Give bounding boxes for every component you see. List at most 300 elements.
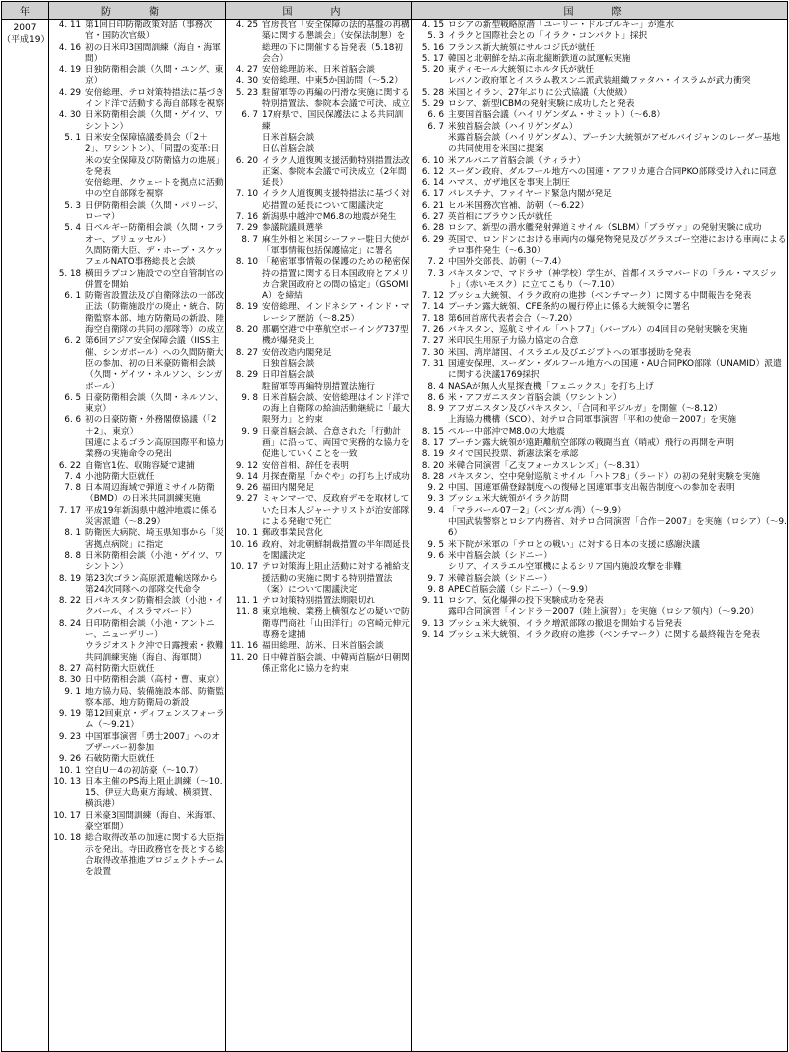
event-text: 中国外交部長、訪朝（～7.4） <box>448 257 567 268</box>
header-domestic: 国 内 <box>226 2 412 20</box>
event-row <box>226 528 411 539</box>
event-text: 露印合同演習「インドラ－2007（陸上演習）」を実施（ロシア領内）（～9.20） <box>448 607 759 618</box>
event-row <box>412 393 787 404</box>
event-date: 7. 29 <box>235 223 258 234</box>
event-date: 6. 20 <box>235 155 258 166</box>
event-row <box>226 483 411 494</box>
event-date: 11. 8 <box>235 607 258 618</box>
event-text: 日豪防衛相会談（久間・ネルソン、東京） <box>85 392 224 415</box>
event-text: 安倍改造内閣発足 <box>262 347 332 358</box>
event-row <box>226 76 411 87</box>
event-date: 5. 3 <box>427 31 444 42</box>
event-date: 9. 3 <box>427 494 444 505</box>
event-date: 9. 11 <box>421 596 444 607</box>
event-date: 10. 13 <box>53 776 81 787</box>
event-row <box>226 348 411 359</box>
event-row <box>226 325 411 348</box>
event-text: 日豪首脳会談、合意された「行動計画」に沿って、両国で実務的な協力を促進していくことを一致 <box>262 426 410 460</box>
event-date: 8. 19 <box>421 449 444 460</box>
event-text: 月探査衛星「かぐや」の打ち上げ成功 <box>262 471 410 482</box>
event-row <box>49 133 225 178</box>
event-date: 6. 28 <box>421 223 444 234</box>
event-row <box>226 427 411 461</box>
event-date: 5. 3 <box>64 200 81 211</box>
event-date: 5. 18 <box>58 268 81 279</box>
event-text: 空自U－4の初訪豪（～10.7） <box>85 765 204 776</box>
event-text: 米下院が米軍の「テロとの戦い」に対する日本の支援に感謝決議 <box>448 539 700 550</box>
event-text: 日独首脳会談 <box>262 358 315 369</box>
event-date: 8. 29 <box>235 370 258 381</box>
event-date: 9. 27 <box>235 494 258 505</box>
event-date: 4. 16 <box>58 42 81 53</box>
event-row <box>412 88 787 99</box>
event-date: 10. 17 <box>53 810 81 821</box>
event-row <box>49 415 225 438</box>
event-text: イラク人道復興支援活動特別措置法改正案、参院本会議で可決成立（2年間延長） <box>262 155 410 189</box>
event-text: 防衛医大病院、埼玉県知事から「災害拠点病院」に指定 <box>85 528 224 550</box>
event-date: 7. 4 <box>64 471 81 482</box>
event-text: 日米豪3国間訓練（海自、米海軍、豪空軍間） <box>85 810 221 833</box>
event-text: 日印防衛相会談（小池・アントニー、ニューデリー） <box>85 618 215 641</box>
event-text: 日パキスタン防衛相会談（小池・イクバール、イスラマバード） <box>85 596 224 618</box>
event-row <box>412 302 787 313</box>
event-row <box>226 212 411 223</box>
event-text: 中国、国連軍備登録制度への復帰と国連軍事支出報告制度への参加を表明 <box>448 483 735 494</box>
event-row <box>226 110 411 133</box>
event-date: 7. 14 <box>421 302 444 313</box>
event-row <box>49 766 225 777</box>
event-row <box>226 596 411 607</box>
event-row <box>412 449 787 460</box>
event-date: 6. 22 <box>58 460 81 471</box>
event-row <box>412 438 787 449</box>
event-row <box>412 596 787 607</box>
event-row <box>412 404 787 415</box>
event-row <box>412 223 787 234</box>
event-row <box>412 31 787 42</box>
event-text: 新潟県中越沖でM6.8の地震が発生 <box>262 212 397 223</box>
event-row <box>226 144 411 155</box>
event-text: 安倍総理訪米、日米首脳会談 <box>262 65 375 76</box>
event-row <box>412 122 787 133</box>
event-date: 10. 16 <box>230 539 258 550</box>
year-era: （平成19） <box>2 35 50 45</box>
event-date: 8. 8 <box>64 550 81 561</box>
event-text: 日伊防衛相会談（久間・パリージ、ローマ） <box>85 200 224 223</box>
event-date: 9. 8 <box>427 584 444 595</box>
event-row <box>49 178 225 201</box>
event-row <box>412 562 787 573</box>
event-text: 福田内閣発足 <box>262 483 315 494</box>
event-text: テロ対策海上阻止活動に対する補給支援活動の実施に関する特別措置法（案）について閣議決定 <box>262 562 410 595</box>
event-row <box>412 506 787 517</box>
event-text: 米アルバニア首脳会談（ティラナ） <box>448 155 586 166</box>
event-date <box>412 517 448 540</box>
event-date: 7. 30 <box>421 347 444 358</box>
event-text: 米露首脳会談（ハイリゲンダム）、プーチン大統領がアゼルバイジャンのレーダー基地の共同使用を米国に提案 <box>448 132 781 155</box>
event-date: 8. 27 <box>235 347 258 358</box>
event-date: 11. 20 <box>230 652 258 663</box>
event-row <box>412 99 787 110</box>
event-text: 石破防衛大臣就任 <box>85 754 155 765</box>
event-row <box>226 189 411 212</box>
header-year: 年 <box>2 2 49 20</box>
event-date: 7. 18 <box>421 313 444 324</box>
event-row <box>412 348 787 359</box>
event-text: フランス新大統領にサルコジ氏が就任 <box>448 42 595 53</box>
event-row <box>49 20 225 43</box>
event-date: 9. 26 <box>235 483 258 494</box>
event-date <box>226 133 262 144</box>
event-text: 官房長官「安全保障の法的基盤の再構築に関する懇談会」（安保法制懇）を総理の下に開催する旨発表（5.18初会合） <box>262 20 410 64</box>
event-date: 6. 6 <box>427 110 444 121</box>
event-text: 国連安保理、スーダン・ダルフール地方への国連・AU合同PKO部隊（UNAMID）派遣に関する決議1769採択 <box>448 358 782 381</box>
event-row <box>412 54 787 65</box>
event-date: 4. 29 <box>58 87 81 98</box>
event-date: 8. 19 <box>235 302 258 313</box>
event-text: 第6回アジア安全保障会議（IISS主催、シンガポール）への久間防衛大臣の参加、初の日米豪防衛相会談（久間・ゲイツ・ネルソン、シンガポール） <box>85 336 224 392</box>
event-text: 韓国と北朝鮮を結ぶ南北縦断鉄道の試運転実施 <box>448 53 631 64</box>
event-date: 9. 19 <box>58 709 81 720</box>
event-row <box>226 370 411 381</box>
event-row <box>49 596 225 619</box>
event-date: 7. 8 <box>64 483 81 494</box>
event-date: 10. 17 <box>230 562 258 573</box>
event-row <box>49 709 225 732</box>
event-date: 6. 10 <box>421 155 444 166</box>
event-date: 11. 16 <box>230 641 258 652</box>
event-text: 日本周辺海域で弾道ミサイル防衛（BMD）の日米共同訓練実施 <box>85 483 215 505</box>
event-date: 7. 16 <box>235 212 258 223</box>
event-row <box>49 641 225 664</box>
event-row <box>49 110 225 133</box>
event-text: 政府、対北朝鮮制裁措置の半年間延長を閣議決定 <box>262 539 410 561</box>
event-text: 那覇空港で中華航空ボーイング737型機が爆発炎上 <box>262 325 409 347</box>
event-text: 中国軍事演習「勇士2007」へのオブザーバー初参加 <box>85 731 221 753</box>
event-row <box>412 167 787 178</box>
event-text: 米独首脳会談（ハイリゲンダム） <box>448 121 578 132</box>
event-date: 9. 2 <box>427 483 444 494</box>
event-row <box>226 607 411 641</box>
event-text: 駐留軍等再編特別措置法施行 <box>262 381 375 392</box>
event-text: ロシア、新型ICBMの発射実験に成功したと発表 <box>448 99 635 110</box>
event-text: 第6回首席代表者会合（～7.20） <box>448 313 578 324</box>
event-date: 9. 8 <box>241 392 258 403</box>
event-text: 安倍首相、辞任を表明 <box>262 460 349 471</box>
event-text: 福田総理、訪米、日米首脳会談 <box>262 641 384 652</box>
event-text: パレスチナ、ファイヤード緊急内閣が発足 <box>448 189 612 200</box>
event-text: ウラジオストク沖で日露捜索・救難共同訓練実施（海自、海軍間） <box>85 641 224 663</box>
event-date <box>49 178 85 201</box>
event-text: ヒル米国務次官補、訪朝（～6.22） <box>448 200 589 211</box>
event-date: 6. 2 <box>64 336 81 347</box>
event-row <box>412 156 787 167</box>
event-row <box>49 43 225 66</box>
event-row <box>412 517 787 540</box>
event-date: 9. 6 <box>427 550 444 561</box>
event-row <box>412 43 787 54</box>
event-row <box>412 189 787 200</box>
event-date: 7. 2 <box>427 257 444 268</box>
event-date: 8. 9 <box>427 404 444 415</box>
event-row <box>49 732 225 755</box>
event-text: ブッシュ米大統領、イラク増派部隊の撤退を開始する旨発表 <box>448 618 682 629</box>
event-text: 防衛省設置法及び自衛隊法の一部改正法（防衛施設庁の廃止・統合、防衛監察本部、地方防衛局の新設、陸海空自衛隊の共同の部隊等）の成立 <box>85 291 224 336</box>
event-row <box>412 76 787 87</box>
event-date: 6. 14 <box>421 178 444 189</box>
event-row <box>49 472 225 483</box>
event-text: 米国、湾岸諸国、イスラエル及びエジプトへの軍事援助を発表 <box>448 347 692 358</box>
event-row <box>412 472 787 483</box>
event-date: 8. 20 <box>421 460 444 471</box>
event-text: 初の日米印3国間訓練（海自・海軍間） <box>85 42 221 64</box>
event-text: 東京地検、業務上横領などの疑いで防衛専門商社「山田洋行」の宮崎元伸元専務を逮捕 <box>262 607 410 641</box>
event-date: 8. 4 <box>427 381 444 392</box>
event-text: 駐留軍等の再編の円滑な実施に関する特別措置法、参院本会議で可決、成立 <box>262 87 410 110</box>
event-text: NASAが無人火星探査機「フェニックス」を打ち上げ <box>448 381 654 392</box>
event-date <box>412 415 448 426</box>
event-date: 7. 31 <box>421 358 444 369</box>
event-row <box>412 427 787 438</box>
event-row <box>49 269 225 292</box>
event-text: 上海協力機構（SCO）、対テロ合同軍事演習「平和の使命－2007」を実施 <box>448 415 737 426</box>
event-date: 7. 17 <box>58 505 81 516</box>
event-text: 米韓首脳会談（シドニー） <box>448 573 552 584</box>
event-text: 日中防衛相会談（高村・曹、東京） <box>85 675 224 686</box>
event-row <box>226 20 411 65</box>
event-row <box>49 336 225 392</box>
event-row <box>226 359 411 370</box>
event-date: 6. 17 <box>421 189 444 200</box>
event-text: 参議院議員選挙 <box>262 223 323 234</box>
event-date: 8. 22 <box>58 596 81 607</box>
event-date: 8. 10 <box>235 257 258 268</box>
event-row <box>412 314 787 325</box>
event-row <box>412 619 787 630</box>
event-text: イラクと国際社会との「イラク・コンパクト」採択 <box>448 31 648 42</box>
event-row <box>49 551 225 574</box>
event-date: 5. 28 <box>421 87 444 98</box>
event-date <box>226 359 262 370</box>
event-text: イラク人道復興支援特措法に基づく対応措置の延長について閣議決定 <box>262 189 410 211</box>
year-row <box>2 20 788 1052</box>
event-date: 4. 15 <box>421 20 444 30</box>
event-date <box>412 76 448 87</box>
event-text: ミャンマーで、反政府デモを取材していた日本人ジャーナリストが治安部隊による発砲で死亡 <box>262 494 410 528</box>
event-date: 6. 7 <box>427 121 444 132</box>
event-text: 米印民生用原子力協力協定の合意 <box>448 336 579 347</box>
event-date <box>412 133 448 156</box>
event-date: 4. 11 <box>58 20 81 30</box>
event-date: 7. 10 <box>235 189 258 200</box>
event-row <box>49 201 225 224</box>
event-date: 7. 12 <box>421 291 444 302</box>
event-date: 8. 20 <box>235 325 258 336</box>
event-date: 5. 16 <box>421 42 444 53</box>
event-date: 6. 12 <box>421 166 444 177</box>
event-text: 初の日豪防衛・外務閣僚協議（「2＋2」、東京） <box>85 415 217 437</box>
event-text: 日米防衛相会談（久間・ゲイツ、ワシントン） <box>85 110 223 132</box>
event-date: 5. 29 <box>421 99 444 110</box>
domestic-column <box>226 20 412 1052</box>
event-row <box>412 201 787 212</box>
event-row <box>226 461 411 472</box>
event-text: 17府県で、国民保護法による共同訓練 <box>262 110 404 132</box>
event-row <box>49 291 225 336</box>
year-cell <box>2 20 49 1052</box>
event-date <box>49 641 85 664</box>
event-date: 6. 1 <box>64 291 81 302</box>
defense-column <box>49 20 226 1052</box>
event-row <box>49 88 225 111</box>
event-row <box>226 653 411 676</box>
event-text: ペルー中部沖でM8.0の大地震 <box>448 426 565 437</box>
event-text: 日米首脳会談、安倍総理はインド洋での海上自衛隊の給油活動継続に「最大限努力」と約束 <box>262 392 410 426</box>
event-row <box>412 291 787 302</box>
year-value: 2007 <box>13 23 37 33</box>
event-date: 8. 7 <box>241 234 258 245</box>
event-text: 第12回東京・ディフェンスフォーラム（～9.21） <box>85 709 225 731</box>
event-row <box>226 65 411 76</box>
header-defense: 防 衛 <box>49 2 226 20</box>
event-row <box>412 178 787 189</box>
event-row <box>226 223 411 234</box>
event-text: 「マラバール07－2」（ベンガル湾）（～9.9） <box>448 505 626 516</box>
event-text: ロシアの新型戦略原潜「ユーリー・ドルゴルキー」が進水 <box>448 20 674 30</box>
event-text: パキスタンで、マドラサ（神学校）学生が、首都イスラマバードの「ラル・マスジット」（赤いモスク）に立てこもり（～7.10） <box>448 268 778 290</box>
event-date: 4. 27 <box>235 65 258 76</box>
event-date <box>226 144 262 155</box>
event-row <box>412 65 787 76</box>
event-row <box>412 20 787 31</box>
event-text: 日独防衛相会談（久間・ユング、東京） <box>85 65 224 87</box>
event-row <box>412 483 787 494</box>
event-date: 9. 14 <box>421 630 444 641</box>
event-row <box>412 212 787 223</box>
event-date: 8. 17 <box>421 437 444 448</box>
event-row <box>226 540 411 563</box>
event-row <box>226 156 411 190</box>
event-date: 6. 6 <box>64 415 81 426</box>
event-row <box>412 325 787 336</box>
event-date: 8. 30 <box>58 675 81 686</box>
event-row <box>412 630 787 641</box>
event-row <box>49 675 225 686</box>
event-row <box>412 585 787 596</box>
event-row <box>49 528 225 551</box>
event-date: 8. 6 <box>427 392 444 403</box>
event-row <box>226 382 411 393</box>
event-text: 平成19年新潟県中越沖地震に係る災害派遣（～8.29） <box>85 505 218 528</box>
event-text: 米国とイラン、27年ぶりに公式協議（大使級） <box>448 87 633 98</box>
event-date: 5. 1 <box>64 132 81 143</box>
event-row <box>412 133 787 156</box>
event-date: 8. 28 <box>421 471 444 482</box>
event-text: アフガニスタン及びパキスタン、「合同和平ジルガ」を開催（～8.12） <box>448 404 723 415</box>
event-row <box>412 415 787 426</box>
event-row <box>412 359 787 382</box>
event-text: 郵政事業民営化 <box>262 528 323 539</box>
event-date: 9. 5 <box>427 539 444 550</box>
event-row <box>412 494 787 505</box>
event-row <box>49 438 225 461</box>
event-date: 8. 19 <box>58 573 81 584</box>
header-international: 国 際 <box>412 2 788 20</box>
event-row <box>412 110 787 121</box>
event-text: 小池防衛大臣就任 <box>85 471 155 482</box>
event-text: 日中韓首脳会談、中韓両首脳が日朝関係正常化に協力を約束 <box>262 652 410 674</box>
event-date: 4. 30 <box>58 110 81 121</box>
event-date: 9. 9 <box>241 426 258 437</box>
event-date: 9. 7 <box>427 573 444 584</box>
event-date: 4. 19 <box>58 65 81 76</box>
event-text: 日仏首脳会談 <box>262 144 315 155</box>
event-text: ロシア、新型の潜水艦発射弾道ミサイル（SLBM）「ブラヴァ」の発射実験に成功 <box>448 223 762 234</box>
event-date: 6. 7 <box>241 110 258 121</box>
event-date: 9. 13 <box>421 618 444 629</box>
event-row <box>226 257 411 302</box>
event-text: 安倍総理、中東5か国訪問（～5.2） <box>262 76 403 87</box>
event-row <box>226 494 411 528</box>
event-text: 安倍総理、テロ対策特措法に基づきインド洋で活動する海自部隊を視察 <box>85 87 224 110</box>
event-date: 6. 27 <box>421 212 444 223</box>
event-date: 7. 3 <box>427 268 444 279</box>
event-text: 英首相にブラウン氏が就任 <box>448 212 553 223</box>
event-row <box>412 607 787 618</box>
event-row <box>412 382 787 393</box>
event-text: ブッシュ米大統領、イラク政府の進捗（ベンチマーク）に関する最終報告を発表 <box>448 630 760 641</box>
event-row <box>412 235 787 258</box>
event-date <box>226 382 262 393</box>
event-text: ブッシュ大統領、イラク政府の進捗（ベンチマーク）に関する中間報告を発表 <box>448 291 752 302</box>
event-text: ハマス、ガザ地区を事実上制圧 <box>448 178 570 189</box>
event-row <box>49 223 225 246</box>
event-text: 英国で、ロンドンにおける車両内の爆発物発見及びグラスゴー空港における車両によるテロ事件発生（～6.30） <box>448 234 787 256</box>
event-text: 日印首脳会談 <box>262 370 315 381</box>
event-row <box>49 483 225 506</box>
event-date: 6. 21 <box>421 200 444 211</box>
event-row <box>49 754 225 765</box>
event-text: 国連によるゴラン高原国際平和協力業務の実施命令の発出 <box>85 437 224 460</box>
event-date: 9. 12 <box>235 460 258 471</box>
event-date: 5. 4 <box>64 223 81 234</box>
event-text: ブッシュ米大統領がイラク訪問 <box>448 494 569 505</box>
event-date: 8. 27 <box>58 663 81 674</box>
event-date: 6. 29 <box>421 234 444 245</box>
event-text: 日本主催のPS海上阻止訓練（～10.15、伊豆大島東方海域、横須賀、横浜港） <box>85 776 223 810</box>
international-column <box>412 20 788 1052</box>
event-row <box>49 777 225 811</box>
event-row <box>226 393 411 427</box>
header-row <box>2 2 788 20</box>
event-row <box>49 619 225 642</box>
event-text: 「秘密軍事情報の保護のための秘密保持の措置に関する日本国政府とアメリカ合衆国政府との間の協定」（GSOMIA）を締結 <box>262 257 410 302</box>
event-text: レバノン政府軍とイスラム教スンニ派武装組織ファタハ・イスラムが武力衝突 <box>448 76 751 87</box>
event-row <box>49 246 225 269</box>
event-text: テロ対策特別措置法期限切れ <box>262 596 375 607</box>
event-text: APEC首脳会議（シドニー）（～9.9） <box>448 584 593 595</box>
event-row <box>226 562 411 596</box>
event-text: パキスタン、空中発射巡航ミサイル「ハトフ8」（ラード）の初の発射実験を実施 <box>448 471 761 482</box>
event-row <box>226 302 411 325</box>
event-date <box>49 438 85 461</box>
event-date: 11. 1 <box>235 596 258 607</box>
event-row <box>226 472 411 483</box>
event-row <box>412 269 787 292</box>
event-row <box>412 574 787 585</box>
event-row <box>49 664 225 675</box>
event-row <box>49 393 225 416</box>
